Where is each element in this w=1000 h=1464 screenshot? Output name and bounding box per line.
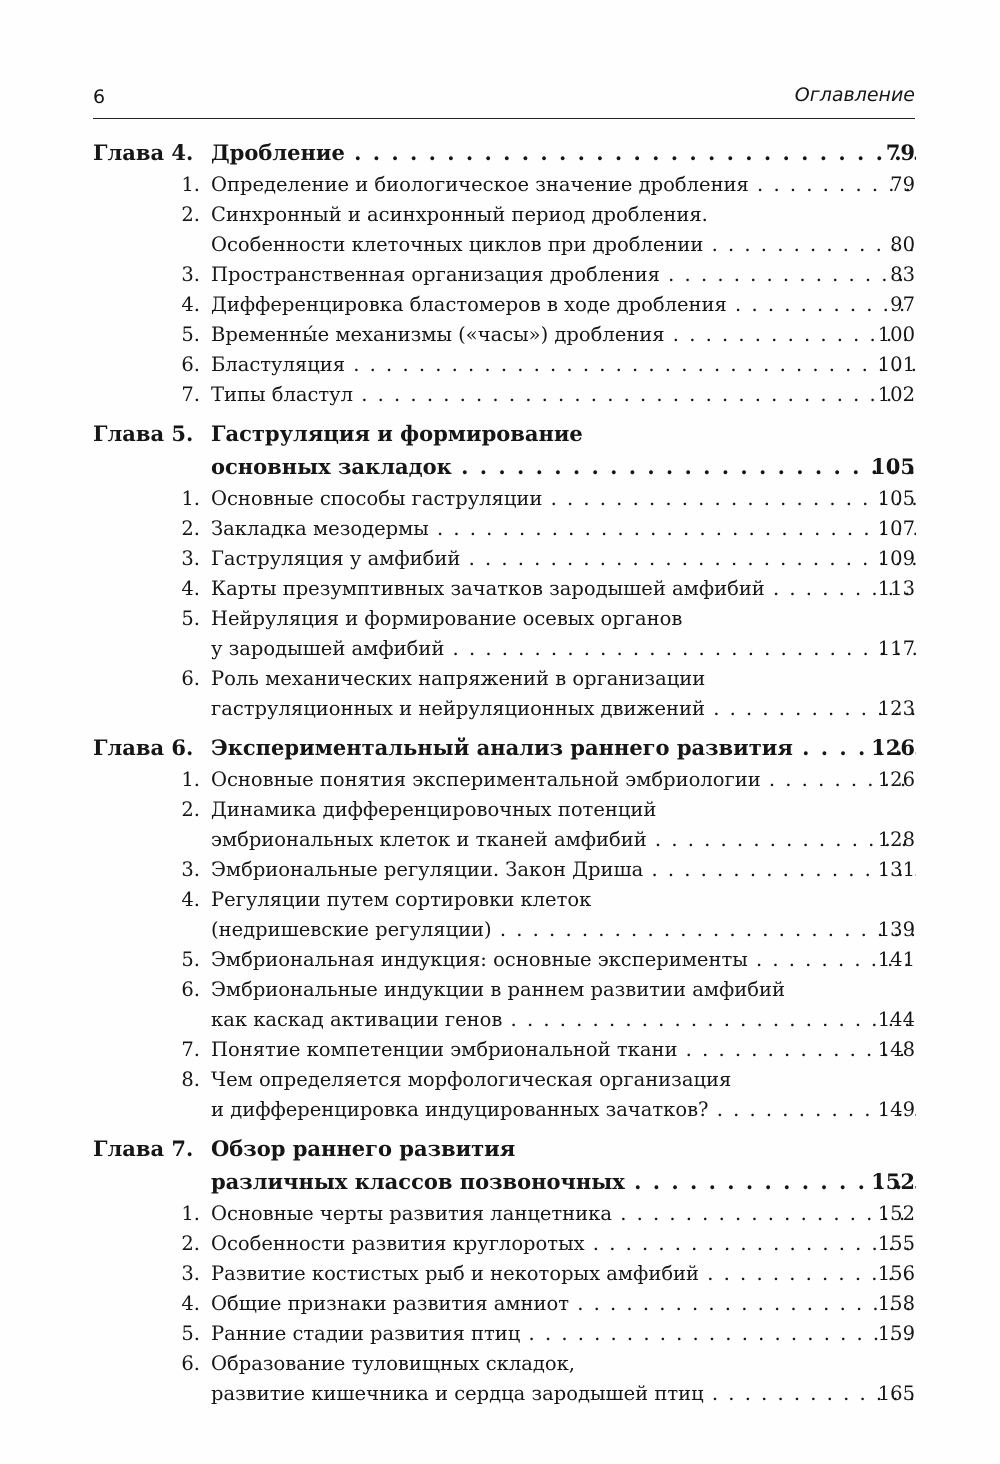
toc-entry-line xyxy=(0,261,1000,291)
section-number: 3. xyxy=(181,263,200,286)
section-number: 2. xyxy=(181,203,200,226)
toc-entry-line xyxy=(0,605,1000,635)
toc-entry-line xyxy=(0,1290,1000,1320)
section-title: Особенности развития круглоротых . . . xyxy=(211,1232,916,1255)
section-page-number: 113 xyxy=(877,577,915,600)
section-page-number: 101 xyxy=(877,353,915,376)
toc-entry[interactable] xyxy=(0,261,1000,291)
toc-entry-line xyxy=(0,916,1000,946)
section-title: Динамика дифференцировочных потенций xyxy=(211,798,657,821)
chapter-title: Обзор раннего развития xyxy=(211,1136,516,1161)
section-title: как каскад активации генов . . . xyxy=(211,1008,916,1031)
section-page-number: 141 xyxy=(877,948,915,971)
chapter xyxy=(0,1134,1000,1410)
toc-entry[interactable] xyxy=(0,291,1000,321)
toc-entry-line xyxy=(0,695,1000,725)
section-page-number: 126 xyxy=(877,768,915,791)
section-page-number: 148 xyxy=(877,1038,915,1061)
section-number: 5. xyxy=(181,323,200,346)
section-page-number: 139 xyxy=(877,918,915,941)
section-title: гаструляционных и нейруляционных движений . . . xyxy=(211,697,916,720)
toc-entry-line xyxy=(0,886,1000,916)
toc-entry-line xyxy=(0,515,1000,545)
section-number: 1. xyxy=(181,768,200,791)
toc-entry[interactable] xyxy=(0,1200,1000,1230)
toc-entry-line xyxy=(0,665,1000,695)
toc-entry-line xyxy=(0,1230,1000,1260)
toc-entry[interactable] xyxy=(0,976,1000,1036)
toc-entry[interactable] xyxy=(0,1320,1000,1350)
chapter-page-number: 79 xyxy=(885,140,915,165)
section-title: Чем определяется морфологическая организация xyxy=(211,1068,732,1091)
toc-entry-line xyxy=(0,201,1000,231)
section-title: эмбриональных клеток и тканей амфибий . . . xyxy=(211,828,916,851)
toc-entry[interactable] xyxy=(0,321,1000,351)
toc-entry[interactable] xyxy=(0,886,1000,946)
section-number: 4. xyxy=(181,577,200,600)
section-page-number: 123 xyxy=(877,697,915,720)
toc-entry-line xyxy=(0,826,1000,856)
running-title: Оглавление xyxy=(794,84,915,106)
section-number: 6. xyxy=(181,353,200,376)
section-title: Эмбриональные регуляции. Закон Дриша . . . xyxy=(211,858,916,881)
section-page-number: 155 xyxy=(877,1232,915,1255)
section-title: Основные понятия экспериментальной эмбриологии . . . xyxy=(211,768,916,791)
section-number: 7. xyxy=(181,1038,200,1061)
chapter-label: Глава 4. xyxy=(93,140,194,165)
section-title: Основные черты развития ланцетника . . . xyxy=(211,1202,916,1225)
toc-entry[interactable] xyxy=(0,1260,1000,1290)
chapter-heading-line[interactable] xyxy=(0,419,1000,452)
toc-entry[interactable] xyxy=(0,575,1000,605)
toc-entry[interactable] xyxy=(0,665,1000,725)
toc-entry-line xyxy=(0,1006,1000,1036)
toc-entry-line xyxy=(0,766,1000,796)
section-page-number: 107 xyxy=(877,517,915,540)
section-number: 3. xyxy=(181,858,200,881)
section-page-number: 131 xyxy=(877,858,915,881)
toc-entry-line xyxy=(0,1380,1000,1410)
section-number: 6. xyxy=(181,1352,200,1375)
section-page-number: 109 xyxy=(877,547,915,570)
section-number: 5. xyxy=(181,607,200,630)
section-title: (недришевские регуляции) . . . xyxy=(211,918,916,941)
section-number: 1. xyxy=(181,173,200,196)
section-title: Временны́е механизмы («часы») дробления . . . xyxy=(211,323,916,346)
page-number: 6 xyxy=(93,86,106,108)
section-title: Основные способы гаструляции . . . xyxy=(211,487,916,510)
toc-entry[interactable] xyxy=(0,1036,1000,1066)
toc-entry-line xyxy=(0,485,1000,515)
table-of-contents xyxy=(0,138,1000,1410)
toc-entry[interactable] xyxy=(0,351,1000,381)
section-title: Регуляции путем сортировки клеток xyxy=(211,888,592,911)
section-page-number: 152 xyxy=(877,1202,915,1225)
section-number: 8. xyxy=(181,1068,200,1091)
header-rule xyxy=(93,118,915,119)
section-page-number: 117 xyxy=(877,637,915,660)
toc-entry-line xyxy=(0,351,1000,381)
chapter xyxy=(0,138,1000,411)
toc-entry[interactable] xyxy=(0,796,1000,856)
section-page-number: 79 xyxy=(890,173,915,196)
section-title: Определение и биологическое значение дробления . . . xyxy=(211,173,916,196)
section-title: Особенности клеточных циклов при дроблении . . . xyxy=(211,233,916,256)
toc-entry-line xyxy=(0,231,1000,261)
section-title: Типы бластул . . . xyxy=(211,383,916,406)
section-number: 4. xyxy=(181,293,200,316)
toc-entry-line xyxy=(0,1096,1000,1126)
section-number: 7. xyxy=(181,383,200,406)
section-number: 1. xyxy=(181,487,200,510)
section-title: Общие признаки развития амниот . . . xyxy=(211,1292,916,1315)
toc-entry[interactable] xyxy=(0,766,1000,796)
section-number: 2. xyxy=(181,517,200,540)
section-page-number: 144 xyxy=(877,1008,915,1031)
toc-entry-line xyxy=(0,1260,1000,1290)
section-page-number: 159 xyxy=(877,1322,915,1345)
chapter-label: Глава 6. xyxy=(93,735,194,760)
toc-entry[interactable] xyxy=(0,1290,1000,1320)
toc-entry-line xyxy=(0,291,1000,321)
chapter-heading-line[interactable] xyxy=(0,1134,1000,1167)
section-title: Образование туловищных складок, xyxy=(211,1352,576,1375)
chapter xyxy=(0,419,1000,725)
toc-entry[interactable] xyxy=(0,605,1000,665)
section-number: 6. xyxy=(181,667,200,690)
section-page-number: 128 xyxy=(877,828,915,851)
section-title: Роль механических напряжений в организации xyxy=(211,667,706,690)
toc-entry[interactable] xyxy=(0,381,1000,411)
section-title: Эмбриональные индукции в раннем развитии амфибий xyxy=(211,978,785,1001)
chapter-heading-line[interactable] xyxy=(0,1167,1000,1200)
chapter-heading-line[interactable] xyxy=(0,733,1000,766)
section-page-number: 100 xyxy=(877,323,915,346)
section-title: Карты презумптивных зачатков зародышей амфибий . . . xyxy=(211,577,916,600)
section-title: у зародышей амфибий . . . xyxy=(211,637,916,660)
section-title: Нейруляция и формирование осевых органов xyxy=(211,607,683,630)
toc-entry[interactable] xyxy=(0,1066,1000,1126)
section-number: 5. xyxy=(181,1322,200,1345)
chapter-page-number: 126 xyxy=(871,735,915,760)
section-page-number: 156 xyxy=(877,1262,915,1285)
toc-entry-line xyxy=(0,381,1000,411)
section-number: 1. xyxy=(181,1202,200,1225)
toc-entry[interactable] xyxy=(0,545,1000,575)
section-title: Развитие костистых рыб и некоторых амфибий . . . xyxy=(211,1262,916,1285)
toc-entry-line xyxy=(0,1320,1000,1350)
section-title: Гаструляция у амфибий . . . xyxy=(211,547,916,570)
toc-entry-line xyxy=(0,856,1000,886)
section-page-number: 149 xyxy=(877,1098,915,1121)
section-number: 4. xyxy=(181,1292,200,1315)
section-page-number: 102 xyxy=(877,383,915,406)
section-page-number: 97 xyxy=(890,293,915,316)
toc-entry[interactable] xyxy=(0,946,1000,976)
chapter-label: Глава 7. xyxy=(93,1136,194,1161)
chapter-page-number: 105 xyxy=(871,454,915,479)
toc-entry-line xyxy=(0,796,1000,826)
chapter-title: Экспериментальный анализ раннего развития . . . xyxy=(211,735,916,760)
chapter-heading-line[interactable] xyxy=(0,138,1000,171)
toc-entry-line xyxy=(0,171,1000,201)
chapter-label: Глава 5. xyxy=(93,421,194,446)
section-title: Эмбриональная индукция: основные эксперименты . . . xyxy=(211,948,916,971)
toc-entry-line xyxy=(0,635,1000,665)
section-title: Дифференцировка бластомеров в ходе дробления . . . xyxy=(211,293,916,316)
section-number: 4. xyxy=(181,888,200,911)
chapter-title: основных закладок . . . xyxy=(211,454,916,479)
section-title: Бластуляция . . . xyxy=(211,353,916,376)
section-title: Ранние стадии развития птиц . . . xyxy=(211,1322,916,1345)
toc-entry-line xyxy=(0,946,1000,976)
chapter-title: различных классов позвоночных . . . xyxy=(211,1169,916,1194)
chapter-title: Дробление . . . xyxy=(211,140,916,165)
section-number: 5. xyxy=(181,948,200,971)
toc-entry-line xyxy=(0,575,1000,605)
section-title: развитие кишечника и сердца зародышей птиц . . . xyxy=(211,1382,916,1405)
toc-entry[interactable] xyxy=(0,1230,1000,1260)
section-page-number: 80 xyxy=(890,233,915,256)
toc-entry-line xyxy=(0,1200,1000,1230)
toc-entry[interactable] xyxy=(0,1350,1000,1410)
chapter-heading-line[interactable] xyxy=(0,452,1000,485)
section-page-number: 165 xyxy=(877,1382,915,1405)
section-number: 3. xyxy=(181,1262,200,1285)
section-page-number: 83 xyxy=(890,263,915,286)
section-title: Синхронный и асинхронный период дробления. xyxy=(211,203,708,226)
toc-entry-line xyxy=(0,545,1000,575)
toc-entry-line xyxy=(0,321,1000,351)
section-title: Пространственная организация дробления . . . xyxy=(211,263,916,286)
section-title: Понятие компетенции эмбриональной ткани . . . xyxy=(211,1038,916,1061)
toc-entry[interactable] xyxy=(0,201,1000,261)
chapter xyxy=(0,733,1000,1126)
toc-entry[interactable] xyxy=(0,856,1000,886)
section-number: 2. xyxy=(181,1232,200,1255)
chapter-page-number: 152 xyxy=(871,1169,915,1194)
toc-entry-line xyxy=(0,976,1000,1006)
toc-entry-line xyxy=(0,1036,1000,1066)
section-number: 3. xyxy=(181,547,200,570)
section-title: Закладка мезодермы . . . xyxy=(211,517,916,540)
section-number: 2. xyxy=(181,798,200,821)
toc-entry[interactable] xyxy=(0,485,1000,515)
toc-entry-line xyxy=(0,1066,1000,1096)
section-number: 6. xyxy=(181,978,200,1001)
section-page-number: 158 xyxy=(877,1292,915,1315)
section-title: и дифференцировка индуцированных зачатков? . . . xyxy=(211,1098,916,1121)
running-head xyxy=(93,82,915,112)
section-page-number: 105 xyxy=(877,487,915,510)
toc-entry-line xyxy=(0,1350,1000,1380)
toc-entry[interactable] xyxy=(0,515,1000,545)
toc-entry[interactable] xyxy=(0,171,1000,201)
chapter-title: Гаструляция и формирование xyxy=(211,421,583,446)
